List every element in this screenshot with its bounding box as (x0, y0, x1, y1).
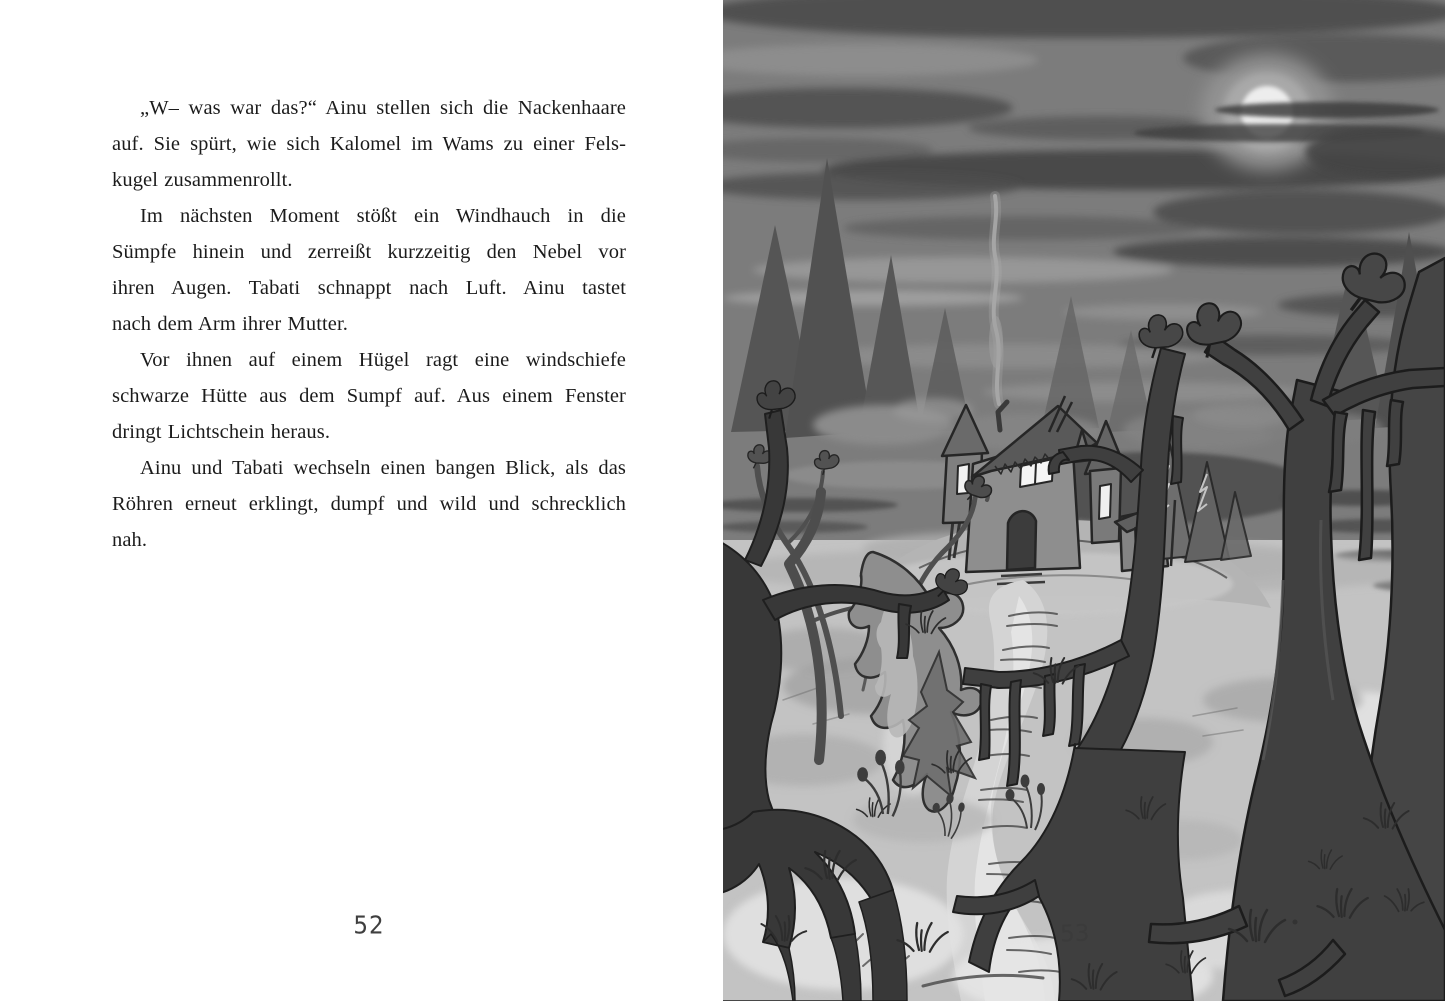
paragraph (112, 198, 626, 342)
hut-door (1007, 511, 1036, 570)
lit-window-right-tower (1099, 484, 1111, 519)
text-line: nach dem Arm ihrer Mutter. (112, 313, 349, 335)
right-page (723, 0, 1445, 1001)
text-line: auf. Sie spürt, wie sich Kalomel im Wams zu einer Fels- (112, 133, 626, 155)
hanging-moss (1359, 410, 1375, 560)
hanging-moss (1387, 400, 1403, 466)
paragraph (112, 342, 626, 450)
text-line: nah. (112, 529, 148, 551)
text-line: Röhren erneut erklingt, dumpf und wild und schrecklich (112, 493, 626, 515)
hanging-moss (979, 684, 991, 760)
text-line: „W– was war das?“ Ainu stellen sich die Nackenhaare (140, 97, 626, 119)
text-line: schwarze Hütte aus dem Sumpf auf. Aus einem Fenster (112, 385, 626, 407)
text-line: dringt Lichtschein heraus. (112, 421, 331, 443)
swamp-illustration (723, 0, 1445, 1001)
text-line: kugel zusammenrollt. (112, 169, 293, 191)
story-text (112, 90, 626, 558)
paragraph (112, 450, 626, 558)
hanging-moss (1171, 416, 1183, 484)
text-line: Vor ihnen auf einem Hügel ragt eine windschiefe (140, 349, 626, 371)
text-line: Sümpfe hinein und zerreißt kurzzeitig den Nebel vor (112, 241, 626, 263)
page-number-left: 52 (353, 911, 385, 941)
hanging-moss (1007, 680, 1021, 786)
hanging-moss (897, 604, 911, 658)
page-number-right: 53 (1059, 920, 1090, 948)
text-line: ihren Augen. Tabati schnappt nach Luft. Ainu tastet (112, 277, 626, 299)
ground-speck (1293, 920, 1298, 925)
text-line: Im nächsten Moment stößt ein Windhauch in die (140, 205, 626, 227)
paragraph (112, 90, 626, 198)
text-line: Ainu und Tabati wechseln einen bangen Blick, als das (140, 457, 626, 479)
